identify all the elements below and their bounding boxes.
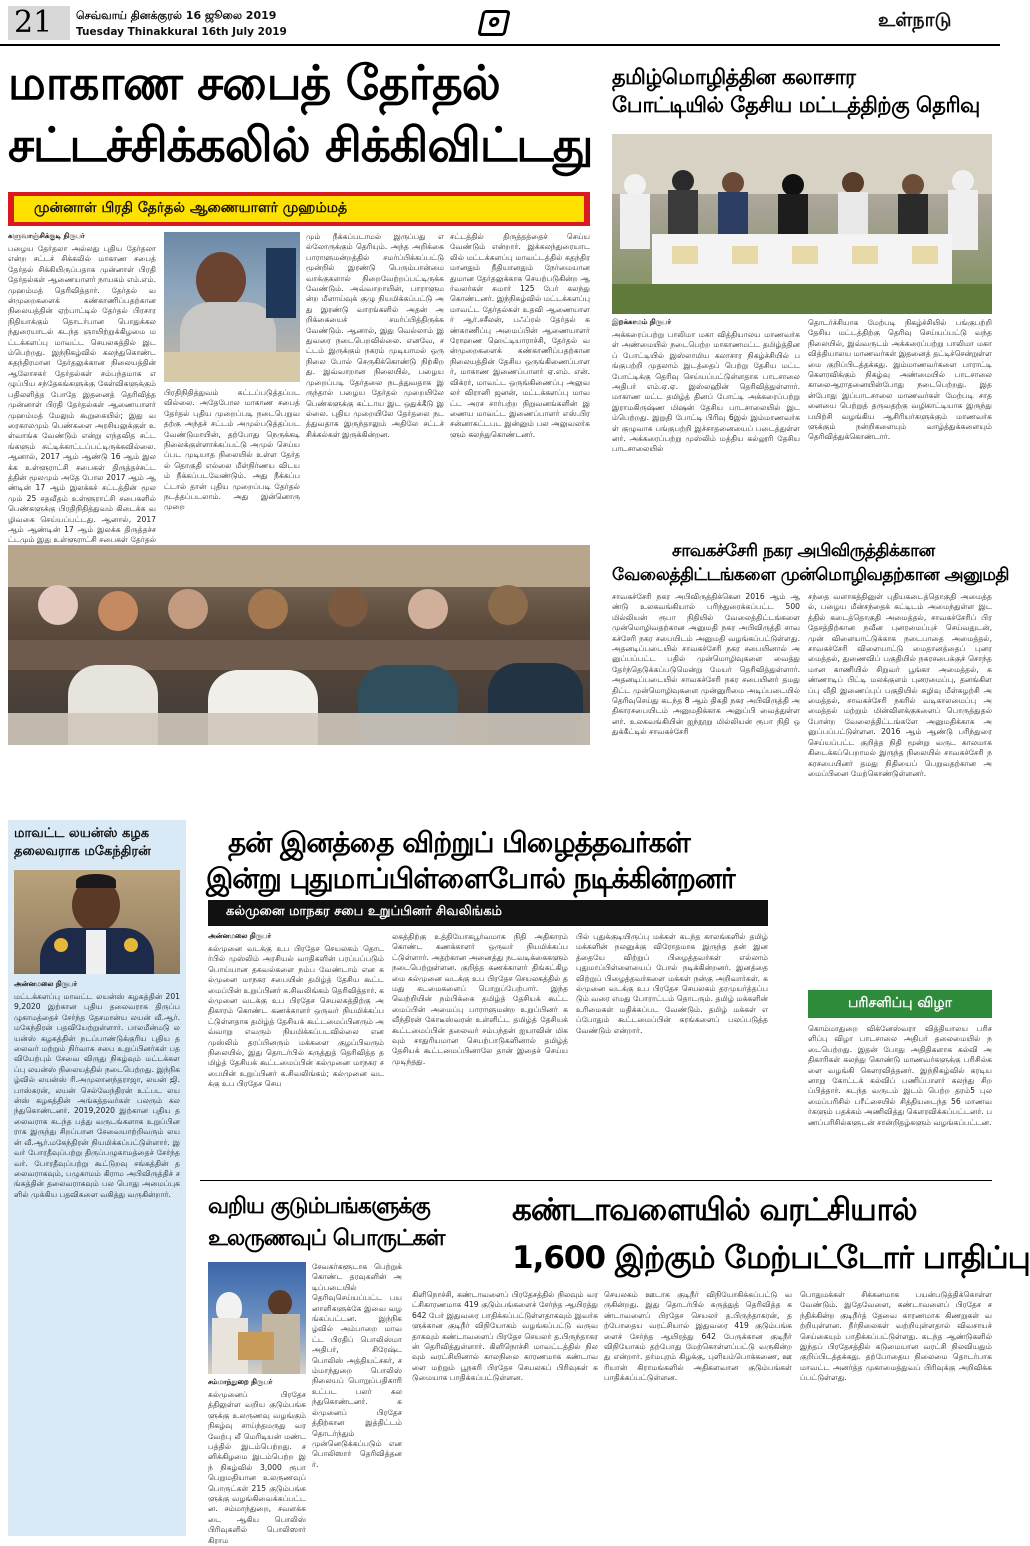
- box-prize-title: பரிசளிப்பு விழா: [848, 995, 952, 1011]
- headline-8b: 1,600 இற்கும் மேற்பட்டோர் பாதிப்பு: [512, 1240, 1030, 1276]
- story1-col1: [8, 232, 156, 567]
- story3-col2: [808, 592, 992, 982]
- headline-2a: தமிழ்மொழித்தின கலாசார: [612, 65, 856, 89]
- dateline-7: சம்மாந்துறை நிருபர்: [208, 1378, 273, 1386]
- dateline-5: அன்னமலை நிருபர்: [208, 932, 272, 940]
- story8-col1: [412, 1290, 598, 1536]
- story5-text-col1: கல்முனை வடக்கு உப பிரதேச செயலகம் தொடர்பில் முஸ்லிம் அரசியல் வாதிகளின் பரப்பப்படும் பொய்யான தகவல்களை நம்ப வேண்டாம் என கல்முனை மாநகர சபையின் தமிழ்த் தேசிய கூட்டமைப்பின் உறுப்பினர் க.சிவலிங்கம் தெரிவித்தார். கல்முனை வடக்கு உப பிரதேச செயலகத்திற்கு அதிகாரம் கொண்ட கணக்காளர் ஒருவர் நியமிக்கப்பட்டுள்ளதாக தமிழ்த் தேசியக் கூட்டமைப்பினரும் அவ்வாறு எவரும் நியமிக்கப்படவில்லை என முஸ்லிம் தரப்பினரும் மக்களை குழப்பிவரும் நிலையில், இது தொடர்பில் கருத்துத் தெரிவித்த தமிழ்த் தேசியக் கூட்டமைப்பின் கல்முனை மாநகர சபையின் உறுப்பினர் க.சிவலிங்கம்; கல்முனை வடக்கு உப பிரதேச செய: [208, 944, 384, 1089]
- box-lions-title-2: தலைவராக மகேந்திரன்: [14, 844, 151, 859]
- story6-body: [808, 1024, 992, 1174]
- headline-7a: வறிய குடும்பங்களுக்கு: [208, 1194, 430, 1219]
- subhead-text: முன்னாள் பிரதி தேர்தல் ஆணையாளர் முஹம்மத்: [34, 200, 348, 216]
- headline-5a: தன் இனத்தை விற்றுப் பிழைத்தவர்கள்: [228, 826, 690, 859]
- story2-text-col1: அக்கரைப்பற்று பாலிமா மகா வித்தியாலய மாணவர்கள் அண்மையில் நடைபெற்ற மாகாணமட்ட தமிழ்த்தினப் போட்டியில் இஸ்லாமிய கலாசார நிகழ்ச்சியில் பங்குபற்றி முதலாம் இடத்தைப் பெற்று தேசிய மட்ட போட்டிக்கு தெரிவு செய்யப்பட்டுள்ளதாக பாடசாலை அதிபர் எம்.ஏ.ஏ. இஸ்லஹின் தெரிவித்துள்ளார். மாகாண மட்ட தமிழ்த் தினப் போட்டி அக்கரைப்பற்று இராமகிருஷ்ண மிஷன் தேசிய பாடசாலையில் இடம்பெற்றது. இறுதி போட்டி பிரிவு 6இல் இம்மாணவர்கள் குழுவாக பங்குபற்றி இச்சாதனையைப் படைத்துள்ளனர். அக்கரைப்பற்று முஸ்லிம் மத்திய கல்லூரி தேசிய பாடசாலையில்: [612, 330, 800, 454]
- story8-col3: [800, 1290, 992, 1536]
- story4-body: [14, 980, 180, 1532]
- story2-col1: [612, 318, 800, 536]
- story5-col1: [208, 932, 384, 1172]
- story7-col2: [312, 1262, 402, 1536]
- headline-7b: உலருணவுப் பொருட்கள்: [208, 1226, 445, 1251]
- subhead-inner: [14, 196, 584, 222]
- headline-1b: சட்டச்சிக்கலில் சிக்கிவிட்டது: [8, 118, 593, 173]
- date-english: Tuesday Thinakkural 16th July 2019: [76, 26, 287, 38]
- box-prize-header: [808, 990, 992, 1018]
- story5-text-col2: லகத்திற்கு உத்தியோகபூர்வமாக நிதி அதிகாரம் கொண்ட கணக்காளர் ஒருவர் நியமிக்கப்பட்டுள்ளார். அதற்கான அனைத்து நடவடிக்கைகளும் நடைபெற்றுள்ளன. குறித்த கணக்காளர் திங்கட்கிழமை கல்முனை வடக்கு உப பிரதேச செயலகத்தில் தமது கடமைகளைப் பொறுப்பேற்பார். இந்த வெற்றியின் நம்பிக்கை தமிழ்த் தேசியக் கூட்டமைப்பின் அமைப்பு பாராளுமன்ற உறுப்பினர் கவீந்திரன் கோடீஸ்வரன் உள்ளிட்ட தமிழ்த் தேசியக் கூட்டமைப்பின் தலைவர் சம்பந்தன் ஐயாவின் மிக வும் சாதுரியமான செயற்பாடுகளினால் தமிழ்த் தேசியக் கூட்டமைப்பினாலே தான் இதைச் செய்ய முடிந்தது.: [392, 932, 568, 1066]
- dateline-1: களுவாஞ்சிக்குடி நிருபர்: [8, 232, 85, 240]
- story3-col1: [612, 592, 800, 802]
- story2-text-col2: தொடர்ச்சியாக மேற்படி நிகழ்ச்சியில் பங்குபற்றி தேசிய மட்டத்திற்கு தெரிவு செய்யப்பட்டு வந்த நிலையில், இவ்வருடம் அக்கரைப்பற்று பாலிமா மகா வித்தியாலய மாணவர்கள் இதனைத் தட்டிச்சென்றுள்ளமை குறிப்பிடத்தக்கது. இம்மாணவர்களை பாராட்டி கௌரவிக்கும் நிகழ்வு அண்மையில் பாடசாலை காலைஆராதனையின்போது நடைபெற்றது. இதன்போது இப்பாடசாலை மாணவர்கள் மேற்படி சாதனையை பெற்றுத் தருவதற்கு வழிகாட்டியாக இருந்து பயிற்சி வழங்கிய ஆசிரியர்களுக்கும் மாணவர்களுக்கும் நன்றிகளையும் வாழ்த்துக்களையும் தெரிவித்துக்கொண்டார்.: [808, 318, 992, 442]
- photo-lions-president: [14, 870, 180, 974]
- story6-text: கொம்மாதுறை விக்னேஸ்வரா வித்தியாலய பரிசளிப்பு விழா பாடசாலை அதிபர் தலைமையில் நடைபெற்றது. இதன் போது அதிதிகளாக கல்வி அதிகாரிகள் கலந்து கொண்டு மாணவர்களுக்கு பரிசில்களை வழங்கி கௌரவித்தனர். இந்நிகழ்வில் கரடியனாறு கோட்டக் கல்விப் பணிப்பாளர் கலந்து சிறப்பித்தார். கடந்த வருடம் இடம் பெற்ற தரம்5 புலமைப்பரிசில் பரீட்சையில் சித்தியடைந்த 56 மாணவர்களும் பதக்கம் அணிவித்து கௌரவிக்கப்பட்டனர். பணப்பரிசில்களுடன் சான்றிதழ்களும் வழங்கப்பட்டன.: [808, 1024, 992, 1127]
- story5-col3: [576, 932, 768, 1172]
- box-lions-title-1: மாவட்ட லயன்ஸ் கழக: [14, 826, 150, 841]
- page-number: 21: [14, 5, 53, 40]
- photo-audience: [8, 545, 590, 745]
- story1-text-col2: பிரதிநிதித்துவம் சுட்டப்படுத்தப்படவில்லை. அதேபோல மாகாண சபைத் தேர்தல் புதிய முறைப்படி நடைபெறுவதற்கு அந்தச் சட்டம் அமுல்படுத்தப்பட வேண்டுமாயின், தற்போது நெருக்கடி நிலைக்குள்ளாக்கப்பட்டு அமுல் செய்யப்பட முடியாத நிலையில் உள்ள தேர்தல் தொகுதி எல்லை மீள்நிர்ணய விடயம் நீக்கப்படவேண்டும். அது நீக்கப்பட்டால் தான் புதிய முறைப்படி தேர்தல் நடத்தப்படலாம். அது இன்னொரு முறை: [164, 388, 300, 512]
- story5-col2: [392, 932, 568, 1172]
- headline-2b: போட்டியில் தேசிய மட்டத்திற்கு தெரிவு: [612, 93, 980, 117]
- photo-students: [612, 134, 992, 314]
- subhead-banner: [8, 192, 590, 226]
- subhead-5-banner: [208, 900, 768, 926]
- story3-text-col1: சாவகச்சேரி நகர அபிவிருத்திக்கென 2016 ஆம் ஆண்டு உலகவங்கியால் பரிந்துரைக்கப்பட்ட 500 மில்லியன் ரூபா நிதியில் வேலைத்திட்டங்களை முன்மொழிவதற்கான அனுமதி நகர அபிவிருத்தி சாவகச்சேரி நகர சபையிடம் அனுமதி வழங்கப்பட்டுள்ளது. அதனடிப்படையில் சாவகச்சேரி நகர சபையினால் அனுப்பப்பட்ட பதில் முன்மொழிவுகளை வைத்து தேர்ந்தெடுக்கப்படுமென்று மேயர் தெரிவித்துள்ளார். அதனடிப்படையில் சாவகச்சேரி நகர சபையினர் தமது திட்ட முன்மொழிவுகளை முன்னுரிமை அடிப்படையில் தெரிவுசெய்து கடந்த 8 ஆம் திகதி நகர அபிவிருத்தி அதிகாரசபையிடம் அனுமதிக்காக அனுப்பி வைத்துள்ளனர். உலகவங்கியின் ஐந்நூறு மில்லியன் ரூபா நிதி ஒதுக்கீட்டில் சாவகச்சேரி: [612, 592, 800, 737]
- story7-col1: [208, 1378, 306, 1545]
- story8-col2: [604, 1290, 792, 1536]
- story3-text-col2: சந்தை வளாகத்தினுள் புதியகடைத்தொகுதி அமைத்தல், பழைய மீன்சந்தைக் கட்டிடம் அமைந்துள்ள இடத்தில் கடைத்தொகுதி அமைத்தல், சாவகச்சேரிப் பிரதேசத்திற்கான நவீன புனரமைப்புச் செய்வதுடன், முன் விளையாட்டுக்காக நடைபாதை அமைத்தல், சாவகச்சேரி விளையாட்டு மைதானத்தைப் புனரமைத்தல், துணைவிப் பகுதியில் நகரசபைக்குச் சொந்தமான காணியில் சிறுவர் பூங்கா அமைத்தல், கண்ணாடிப் பிட்டி மலக்குளம் புனரமைப்பு, தனங்கிளப்பு வீதி இணைப்புப் பகுதியில் கழிவு மீள்சுழற்சி அமைத்தல், சாவகச்சேரி நகரில் வடிகாலமைப்பு அமைத்தல் மற்றும் மின்விளக்குகளைப் பொருத்துதல் போன்ற வேலைத்திட்டங்களே அனுமதிக்காக அனுப்பப்பட்டுள்ளன. 2016 ஆம் ஆண்டு பரிந்துரை செய்யப்பட்ட குறித்த நிதி மூன்று வருட காலமாக கிடைக்கப்பெறாமல் இருந்த நிலையில் சாவகச்சேரி நகரசபையினர் தமது நிதியைப் பெறுவதற்கான அமைப்பினை மேற்கொண்டுள்ளனர்.: [808, 592, 992, 778]
- story5-text-col3: பில் புதுக்குடியிருப்பு மக்கள் கடந்த காலங்களில் தமிழ் மக்களின் நலனுக்கு விரோதமாக இருந்த தன் இனத்தையே விற்றுப் பிழைத்தவர்கள் எல்லாம் புதுமாப்பிள்ளையைப் போல் நடிக்கின்றனர். இனத்தை விற்றுப் பிழைத்தவர்களை மக்கள் நன்கு அறிவார்கள். கல்முனை வடக்கு உப பிரதேச செயலகம் தரமுயர்த்தப்படும் வரை எமது போராட்டம் தொடரும். தமிழ் மக்களின் உரிமைகள் மதிக்கப்பட வேண்டும். தமிழ் மக்கள் எப்போதும் கூட்டமைப்பின் கரங்களைப் பலப்படுத்த வேண்டும் என்றார்.: [576, 932, 769, 1035]
- masthead-rule: [0, 44, 1000, 46]
- subhead-5-text: கல்முனை மாநகர சபை உறுப்பினர் சிவலிங்கம்: [226, 904, 502, 919]
- story1-text-col3: மும் நீக்கப்படாமல் இருப்பது எல்லோருக்கும் தெரியும். அந்த அறிக்கை பாராளுமன்றத்தில் சமர்ப்பிக்கப்பட்டு மூன்றில் இரண்டு பெரும்பான்மை வாக்குகளால் நிறைவேற்றப்பட்டிருக்க வேண்டும். அவ்வாறாயின், பாராளுமன்ற மீளாய்வுக் குழு நியமிக்கப்பட்டு அது இரண்டு வாரங்களில் அதன் அறிக்கையைச் சமர்ப்பித்திருக்க வேண்டும். ஆனால், இது வெல்லாம் இதுவரை நடைபெறவில்லை. எனவே, சட்டம் இருக்கும் நகரம் முடியாமல் ஒரு நிலை போல் செருகிக்கொண்டு நிற்கிறது. இவ்வாறான நிலையில், பழைய முறைப்படி தேர்தலை நடத்துவதாக இருந்தால் பழைய தேர்தல் முறையிலே பெண்களுக்கு கட்டாய இட ஒதுக்கீடு இல்லை. புதிய முறையிலே தேர்தலை நடத்துவதாக இருந்தாலும் அதிலே சட்டச் சிக்கல்கள் இருக்கின்றன.: [306, 232, 444, 439]
- headline-3a: சாவகச்சேரி நகர அபிவிருத்திக்கான: [672, 541, 935, 561]
- story7-text-col2: சேவகர்களூடாக பெற்றுக் கொண்ட தரவுகளின் அடிப்படையில் தெரிவுசெய்யப்பட்ட பயனாளிகளுக்கே இவை வழங்கப்பட்டன. இந்நிகழ்வில் அம்பாறை மாவட்ட பிரதிப் பொலிஸ்மா அதிபர், சிரேஷ்ட பொலிஸ் அத்தியட்சகர், சம்மாந்துறை பொலிஸ் நிலையப் பொறுப்பதிகாரி உட்பட பலர் கலந்துகொண்டனர். கல்முனைப் பிரதேசத்திற்கான இத்திட்டம் தொடர்ந்தும் முன்னெடுக்கப்படும் என பொலிஸார் தெரிவித்தனர்.: [312, 1262, 402, 1469]
- photo-speaker: [164, 232, 300, 382]
- headline-1a: மாகாண சபைத் தேர்தல்: [8, 56, 500, 111]
- story8-text-col1: கிளிநொச்சி, கண்டாவளைப் பிரதேசத்தில் நிலவும் வரட்சிகாரணமாக 419 குடும்பங்களைச் சேர்ந்த ஆயிரத்து 642 பேர் இதுவரை பாதிக்கப்பட்டுள்ளதாகவும் இவர்களுக்கான குடிநீர் விநியோகம் வழங்கப்பட்டு வருவதாகவும் கண்டாவளைப் பிரதேச செயலர் த.பிருந்தாகரன் தெரிவித்துள்ளார். கிளிநொச்சி மாவட்டத்தில் நிலவும் வரட்சியினால் காலநிலை காரணமாக கண்டாவளை மற்றும் பூநகரி பிரதேச செயலகப் பிரிவுகள் கடுமையாக பாதிக்கப்பட்டுள்ளன.: [412, 1290, 598, 1383]
- masthead: [0, 0, 1000, 44]
- headline-3b: வேலைத்திட்டங்களை முன்மொழிவதற்கான அனுமதி: [612, 565, 1009, 585]
- story1-text-col4: சட்டத்தில் திருத்தத்தைச் செய்ய வேண்டும் என்றார். இக்கலந்துரையாடலில் மட்டக்களப்பு மாவட்டத்தில் சுதந்திரமானதும் நீதியானதும் நேர்மையானதுமான தேர்தலுக்காக செயற்படுகின்ற ஆர்வலர்கள் சுமார் 125 பேர் கலந்து கொண்டனர். இந்நிகழ்வில் மட்டக்களப்பு மாவட்ட தேர்தல்கள் உதவி ஆணையாளர் ஆர்.சசீலன், பஃப்ரல் தேர்தல் கண்காணிப்பு அமைப்பின் ஆணையாளர் ரோஹண ஹெட்டியாராச்சி, தேர்தல் வன்முறைகளைக் கண்காணிப்பதற்கான நிலையத்தின் தேசிய ஒருங்கிணைப்பாளர், மாகாண இணைப்பாளர் ஏ.எம். என்.விக்ரர், மாவட்ட ஒருங்கிணைப்பு அலுவலர் விரானி ஜனன், மட்டக்களப்பு மாவட்ட அரச சார்பற்ற நிறுவனங்களின் இணைய மாவட்ட இணைப்பாளர் எஸ்.பிரசன்னாசுட்டபட இன்னும் பல அலுவலர்களும் கலந்துகொண்டனர்.: [450, 232, 590, 439]
- headline-5b: இன்று புதுமாப்பிள்ளைபோல் நடிக்கின்றனர்: [206, 862, 735, 895]
- story7-text-col1: கல்முனைப் பிரதேசத்திலுள்ள வறிய குடும்பங்களுக்கு உலருணவு வழங்கும் நிகழ்வு சாய்ந்தமருது வரவேற்பு லீ மெரிடியன் மண்டபத்தில் இடம்பெற்றது. சனிக்கிழமை இடம்பெற்ற இந் நிகழ்வில் 3,000 ரூபா பெறுமதியான உலருணவுப் பொருட்கள் 215 குடும்பங்களுக்கு வழங்கிவைக்கப்பட்டன. சம்மாந்துறை, சவளக்கடை ஆகிய பொலிஸ் பிரிவுகளில் பொலிஸார் கிராம: [208, 1390, 306, 1545]
- section-title: உள்நாடு: [878, 9, 952, 31]
- story2-col2: [808, 318, 992, 536]
- date-tamil: செவ்வாய் தினக்குரல் 16 ஜூலை 2019: [76, 9, 277, 22]
- story8-text-col2: செயலகம் ஊடாக குடிநீர் விநியோகிக்கப்பட்டு வருகின்றது. இது தொடர்பில் கருத்துத் தெரிவித்த கண்டாவளைப் பிரதேச செயலர் த.பிருந்தாகரன், தற்போதைய வரட்சியால் இதுவரை 419 குடும்பங்களைச் சேர்ந்த ஆயிரத்து 642 பேருக்கான குடிநீர் விநியோகம் தற்போது மேற்கொள்ளப்பட்டு வருகின்றது என்றார். தர்மபுரம் கிழக்கு, புளியம்பொக்கணை, ஊரியான் கிராமங்களில் அதிகளவான குடும்பங்கள் பாதிக்கப்பட்டுள்ளன.: [604, 1290, 792, 1383]
- story1-col2: [164, 388, 300, 568]
- dateline-4: அன்னமலை நிருபர்: [14, 980, 78, 988]
- dateline-2: இறக்காமம் நிருபர்: [612, 318, 672, 326]
- photo-rations: [208, 1262, 306, 1374]
- headline-8a: கண்டாவளையில் வரட்சியால்: [512, 1192, 917, 1228]
- divider-lower: [200, 1180, 992, 1181]
- story1-text-col1: பழைய தேர்தலா அல்லது புதிய தேர்தலா என்ற சட்டச் சிக்கலில் மாகாண சபைத் தேர்தல் சிக்கியிருப்பதாக முன்னாள் பிரதி தேர்தல்கள் ஆணையாளர் நாயகம் எம்.எம்.முஹம்மத் தெரிவித்தார். தேர்தல் வன்முறைகளைக் கண்காணிப்பதற்கான நிலையத்தின் ஏற்பாட்டில் தேர்தல் பிரசார நிதியாக்கும் தொடர்பான பொதுக்கலந்துரையாடல் கடந்த ஞாயிற்றுக்கிழமை மட்டக்களப்பு மாவட்ட செயலகத்தில் இடம்பெற்றது. இந்நிகழ்வில் கலந்துகொண்ட சுதந்திரமான தேர்தலுக்கான நிலையத்தின் ஆலோசகர் தேர்தல்கள் சம்பந்தமாக எழுப்பிய சந்தேகங்களுக்கு கேள்விகளுக்கும் பதிலளித்த போதே இதனைத் தெரிவித்த முன்னாள் பிரதி தேர்தல்கள் ஆணையாளர் முஹம்மத் மேலும் கூறுகையில்; இது வரைகாலமும் பெண்களை அரசியலுக்குள் உள்வாங்க வேண்டும் என்று எந்தவித சட்டங்களும் சுட்டிக்காட்டப்பட்டிருக்கவில்லை. ஆனால், 2017 ஆம் ஆண்டு 16 ஆம் இலக்க உள்ளூராட்சி சபைகள் திருத்தச்சட்டத்தின் மூலமும் அதே போல 2017 ஆம் ஆண்டின் 17 ஆம் இலக்கச் சட்டத்தின் மூலமும் 25 சதவீதம் உள்ளூராட்சி சபைகளில் பெண்களுக்கு பிரதிநிதித்துவம் கிடைக்க வழிவகை செய்யப்பட்டது. ஆனால், 2017 ஆம் ஆண்டின் 17 ஆம் இலக்க திருத்தச்சட்டமும் இது உள்ளூராட்சி சபைகள் தேர்தல்: [8, 244, 156, 545]
- story4-text: மட்டக்களப்பு மாவட்ட லயன்ஸ் கழகத்தின் 2019,2020 இற்கான புதிய தலைவராக திருப்பழுகாமத்தைச் சேர்ந்த தேசமான்ய லயன் வீ.ஆர்.மகேந்திரன் பதவியேற்றுள்ளார். பாலமீன்மடு லயன்ஸ் கழகத்தின் நடப்பாண்டுக்குரிய புதிய தலைவர் மற்றும் நிர்வாக சபை உறுப்பினர்கள் பதவியேற்பும் சேவை விருது நிகழ்வும் மட்டக்களப்பு லயன்ஸ் நிலையத்தில் நடைபெற்றது. இந்நிகழ்வில் லயன்ஸ் ரி.அமுலானந்தராஜா, லயன் ஜி.பாஸ்கரன், லயன் செல்வேந்திரன் உட்பட லயன்ஸ் கழகத்தின் அங்கத்தவர்கள் பலரும் கலந்துகொண்டனர். 2019,2020 இற்கான புதிய தலைவராக கடந்த பத்து வருடங்களாக உறுப்பினராக இருந்து சிறப்பான சேவையாற்றிவரும் லயன் வீ.ஆர்.மகேந்திரன் நியமிக்கப்பட்டுள்ளார். இவர் போரதீவுப்பற்று திருப்பழுகாமத்தைச் சேர்ந்தவர். போரதீவுப்பற்று கூட்டுறவு சங்கத்தின் தலைவராகவும், பழுகாமம் கிராம அபிவிருத்திச் சங்கத்தின் தலைவராகவும் பல பொது அமைப்புகளில் முக்கிய பதவிகளை வகித்து வருகின்றார்.: [14, 992, 180, 1199]
- story1-col4: [450, 232, 590, 538]
- story8-text-col3: பொதுமக்கள் சிக்கனமாக பயன்படுத்திக்கொள்ள வேண்டும். இதேவேளை, கண்டாவளைப் பிரதேச சந்திக்கின்ற குடிநீர்த் தேவை காரணமாக கிணறுகள் வற்றியுள்ளன. நீர்நிலைகள் வற்றியுள்ளதால் விவசாயச் செய்கையும் பாதிக்கப்பட்டுள்ளது. கடந்த ஆண்டுகளில் இந்தப் பிரதேசத்தில் கடுமையான வரட்சி நிலவியதும் குறிப்பிடத்தக்கது. தற்போதைய நிலைமை தொடர்பாக மாவட்ட அனர்த்த முகாமைத்துவப் பிரிவுக்கு அறிவிக்கப்பட்டுள்ளது.: [800, 1290, 992, 1383]
- story1-col3: [306, 232, 444, 568]
- paper-logo-icon: [477, 10, 511, 36]
